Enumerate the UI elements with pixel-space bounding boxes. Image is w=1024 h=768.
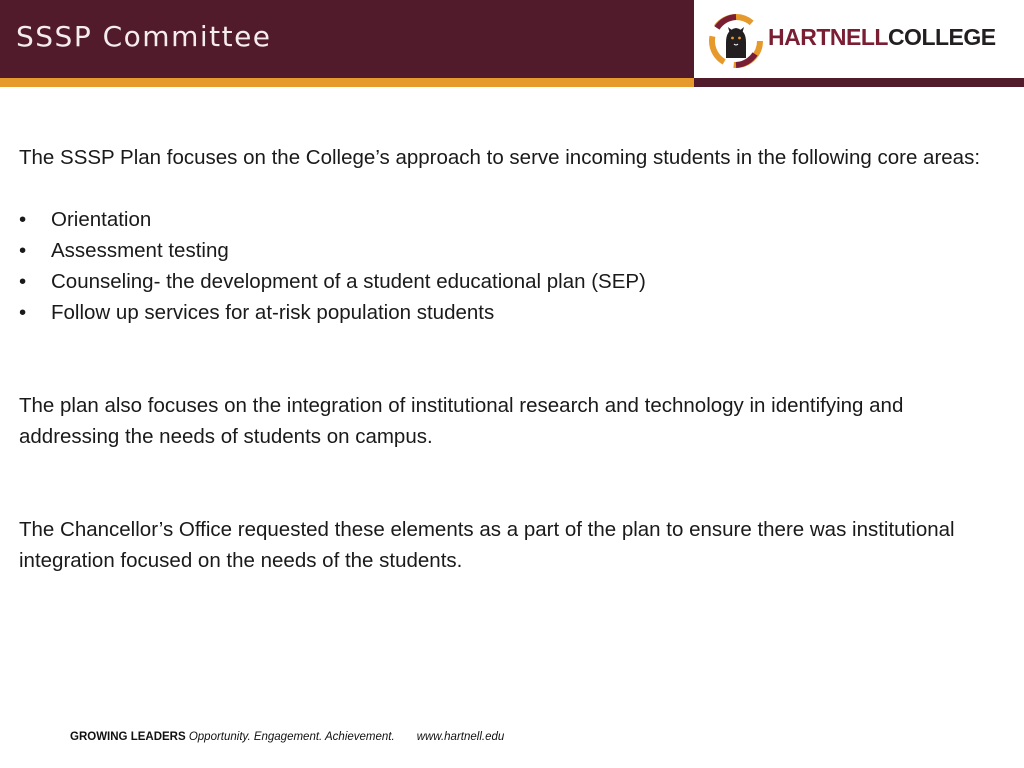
hartnell-panther-emblem-icon: [709, 14, 763, 68]
chancellor-paragraph: The Chancellor’s Office requested these elements as a part of the plan to ensure there was institutional integration focused on the needs of the students.: [19, 518, 955, 572]
list-item: [19, 204, 1009, 235]
bullet-glyph: •: [19, 239, 27, 262]
logo-wordmark: [768, 26, 996, 49]
header-band: [0, 0, 694, 78]
logo-underline-stripe: [694, 78, 1024, 87]
slide-body: [19, 142, 1009, 576]
header-accent-stripe: [0, 78, 694, 87]
logo-wordmark-hartnell: HARTNELL: [768, 24, 888, 50]
footer-label: GROWING LEADERS: [70, 731, 186, 743]
footer: [70, 731, 504, 743]
footer-tagline: Opportunity. Engagement. Achievement.: [188, 731, 395, 743]
list-item: [19, 297, 1009, 328]
logo-wordmark-college: COLLEGE: [887, 24, 996, 50]
integration-paragraph: The plan also focuses on the integration of institutional research and technology in identifying and addressing the needs of students on campus.: [19, 394, 904, 448]
bullet-glyph: •: [19, 301, 27, 324]
list-item-text: Counseling- the development of a student educational plan (SEP): [51, 270, 646, 293]
footer-url[interactable]: www.hartnell.edu: [416, 731, 505, 743]
core-areas-list: [19, 204, 1009, 328]
list-item-text: Orientation: [51, 208, 152, 231]
list-item-text: Assessment testing: [51, 239, 229, 262]
list-item-text: Follow up services for at-risk population students: [51, 301, 495, 324]
bullet-glyph: •: [19, 270, 27, 293]
slide-title: SSSP Committee: [16, 20, 272, 53]
bullet-glyph: •: [19, 208, 27, 231]
intro-paragraph: The SSSP Plan focuses on the College’s approach to serve incoming students in the following core areas:: [19, 146, 981, 169]
list-item: [19, 235, 1009, 266]
list-item: [19, 266, 1009, 297]
college-logo: [694, 0, 1024, 78]
